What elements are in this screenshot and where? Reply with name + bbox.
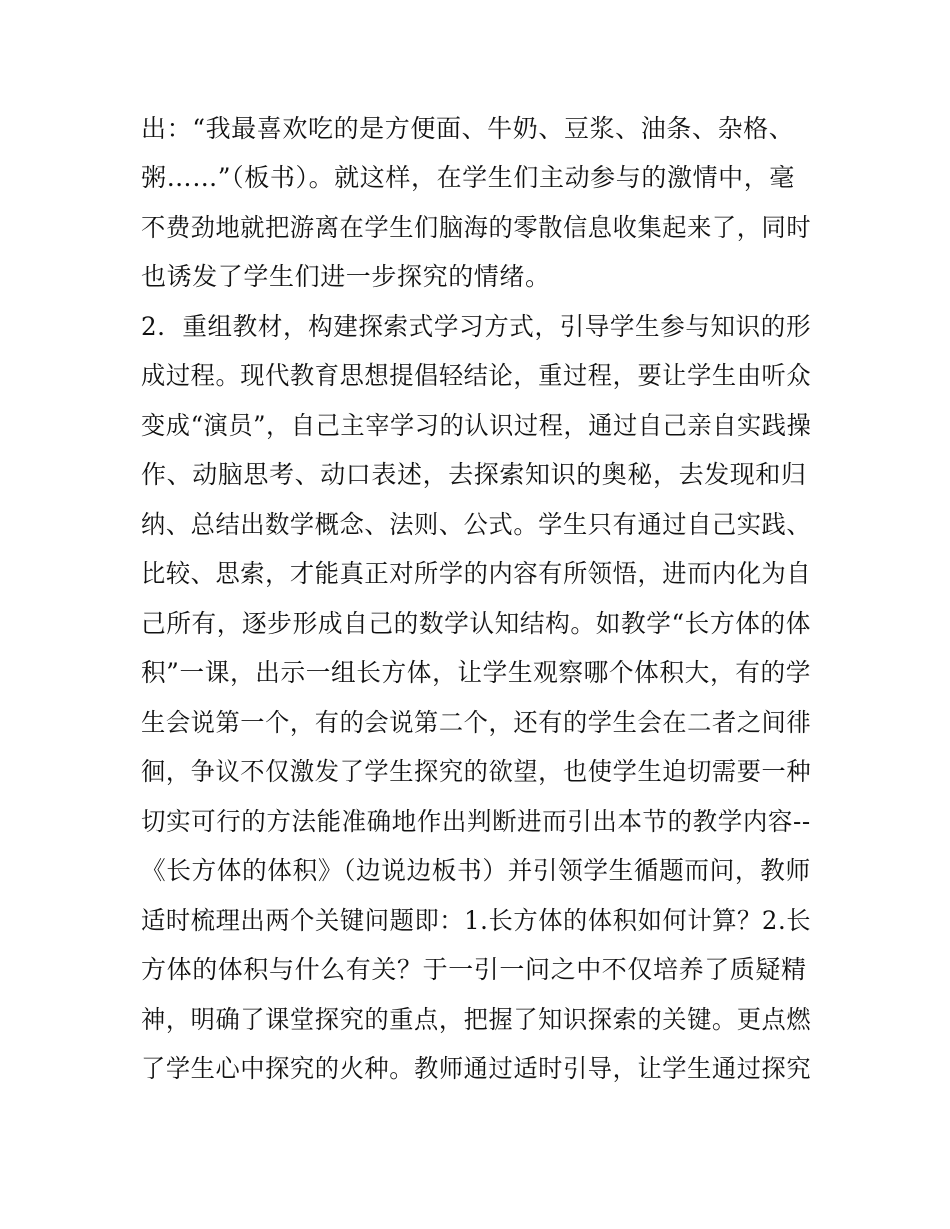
text-line: 《长方体的体积》（边说边板书）并引领学生循题而问，教师	[141, 856, 811, 885]
text-line: 徊，争议不仅激发了学生探究的欲望，也使学生迫切需要一种	[141, 757, 812, 786]
text-line: 出：“我最喜欢吃的是方便面、牛奶、豆浆、油条、杂格、	[141, 114, 795, 143]
text-line: 切实可行的方法能准确地作出判断进而引出本节的教学内容--	[141, 807, 811, 836]
text-line: 作、动脑思考、动口表述，去探索知识的奥秘，去发现和归	[141, 460, 807, 489]
text-line: 不费劲地就把游离在学生们脑海的零散信息收集起来了，同时	[141, 213, 812, 242]
text-line: 方体的体积与什么有关？于一引一问之中不仅培养了质疑精	[141, 955, 807, 984]
text-line: 成过程。现代教育思想提倡轻结论，重过程，要让学生由听众	[141, 361, 812, 390]
text-line: 了学生心中探究的火种。教师通过适时引导，让学生通过探究	[141, 1054, 812, 1083]
text-line: 积”一课，出示一组长方体，让学生观察哪个体积大，有的学	[141, 658, 811, 687]
text-line: 粥……”（板书）。就这样，在学生们主动参与的激情中，毫	[141, 163, 795, 192]
text-line: 己所有，逐步形成自己的数学认知结构。如教学“长方体的体	[141, 609, 811, 638]
text-line: 也诱发了学生们进一步探究的情绪。	[141, 262, 551, 291]
text-line: 适时梳理出两个关键问题即：1.长方体的体积如何计算？2.长	[141, 906, 812, 935]
text-line: 变成“演员”，自己主宰学习的认识过程，通过自己亲自实践操	[141, 411, 812, 440]
text-line: 神，明确了课堂探究的重点，把握了知识探索的关键。更点燃	[141, 1005, 812, 1034]
text-line: 纳、总结出数学概念、法则、公式。学生只有通过自己实践、	[141, 510, 812, 539]
text-line: 2．重组教材，构建探索式学习方式，引导学生参与知识的形	[141, 312, 812, 341]
text-line: 生会说第一个，有的会说第二个，还有的学生会在二者之间徘	[141, 708, 812, 737]
text-line: 比较、思索，才能真正对所学的内容有所领悟，进而内化为自	[141, 559, 812, 588]
